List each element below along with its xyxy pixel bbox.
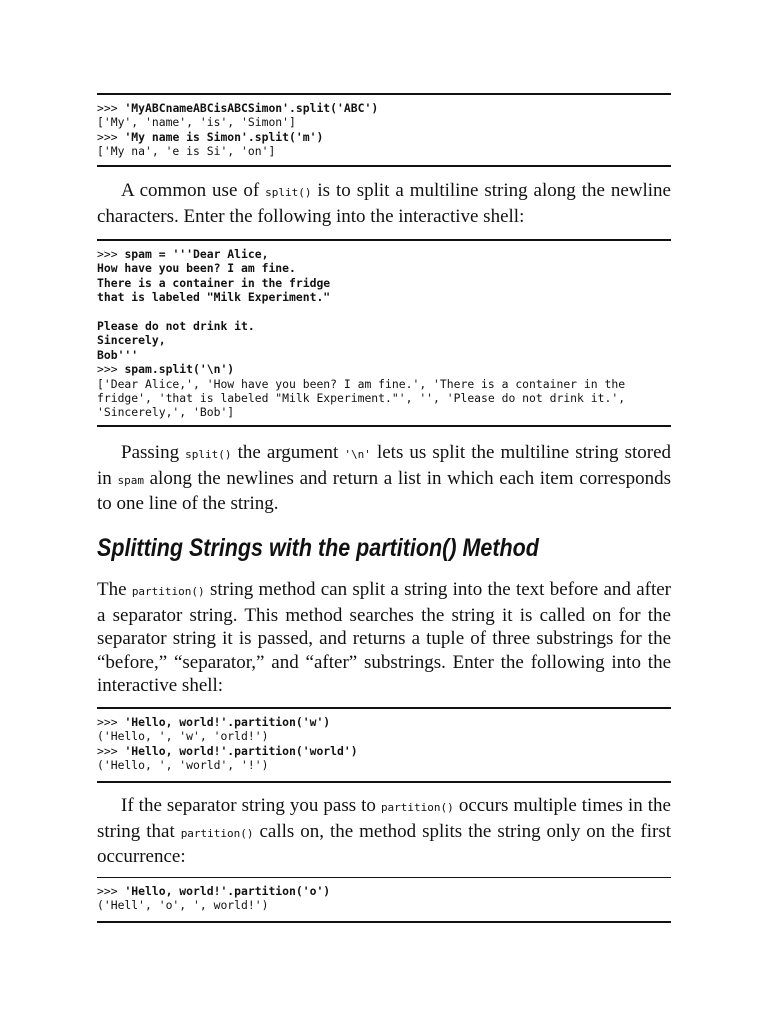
paragraph-passing-split: Passing split() the argument '\n' lets us split the multiline string stored in spam along the newlines and return a list in which each item corresponds to one line of the string. xyxy=(97,442,672,514)
shell-input: How have you been? I am fine. xyxy=(97,261,296,276)
code-block-partition-world xyxy=(97,707,671,783)
shell-prompt: >>> xyxy=(97,743,125,758)
paragraph-partition-multiple: If the separator string you pass to partition() occurs multiple times in the string that partition() calls on, the method splits the string only on the first occurrence: xyxy=(97,795,672,867)
shell-prompt: >>> xyxy=(97,129,125,144)
shell-input: 'My name is Simon'.split('m') xyxy=(124,129,324,144)
code-line xyxy=(97,276,671,290)
code-block-split-abc xyxy=(97,93,671,167)
shell-prompt: >>> xyxy=(97,884,125,898)
shell-input: 'Hello, world!'.partition('o') xyxy=(124,884,331,898)
code-line xyxy=(97,319,671,333)
shell-output: fridge', 'that is labeled "Milk Experiment."', '', 'Please do not drink it.', xyxy=(97,390,626,405)
code-line xyxy=(97,884,671,898)
code-line xyxy=(97,130,671,144)
paragraph-partition-intro: The partition() string method can split a string into the text before and after a separator string. This method searches the string it is called on for the separator string it is passed, and returns a tuple of three substrings for the “before,” “separator,” and “after” substrings. Enter the following into the interactive shell: xyxy=(97,579,671,696)
code-line xyxy=(97,144,671,158)
shell-output: ('Hello, ', 'world', '!') xyxy=(97,758,269,773)
section-heading: Splitting Strings with the partition() Method xyxy=(97,534,539,562)
shell-prompt: >>> xyxy=(97,247,125,261)
shell-output: ('Hello, ', 'w', 'orld!') xyxy=(97,729,269,744)
inline-code: split() xyxy=(185,448,232,461)
code-line xyxy=(97,758,671,772)
code-block-partition-o xyxy=(97,877,671,923)
code-line xyxy=(97,333,671,347)
shell-input: spam = '''Dear Alice, xyxy=(124,247,269,261)
code-line xyxy=(97,391,671,405)
code-line xyxy=(97,290,671,304)
shell-prompt: >>> xyxy=(97,715,125,729)
code-line xyxy=(97,305,671,319)
shell-output: 'Sincerely,', 'Bob'] xyxy=(97,405,235,420)
shell-prompt: >>> xyxy=(97,362,125,377)
shell-output: ['My na', 'e is Si', 'on'] xyxy=(97,144,276,159)
shell-output: ['Dear Alice,', 'How have you been? I am fine.', 'There is a container in the xyxy=(97,376,626,391)
shell-input: Sincerely, xyxy=(97,333,166,348)
shell-prompt: >>> xyxy=(97,101,125,115)
code-line xyxy=(97,744,671,758)
code-line xyxy=(97,729,671,743)
shell-output: ['My', 'name', 'is', 'Simon'] xyxy=(97,115,296,130)
shell-input: There is a container in the fridge xyxy=(97,275,331,290)
code-line xyxy=(97,247,671,261)
code-line xyxy=(97,261,671,275)
paragraph-split-multiline: A common use of split() is to split a multiline string along the newline characters. Enter the following into the interactive shell: xyxy=(97,180,671,227)
code-line xyxy=(97,115,671,129)
inline-code: spam xyxy=(117,473,144,487)
code-line xyxy=(97,377,671,391)
code-line xyxy=(97,101,671,115)
shell-input: 'Hello, world!'.partition('world') xyxy=(124,743,358,758)
inline-code: partition() xyxy=(131,585,205,598)
shell-input: that is labeled "Milk Experiment." xyxy=(97,290,331,305)
code-block-spam-split xyxy=(97,239,671,427)
code-line xyxy=(97,348,671,362)
code-line xyxy=(97,362,671,376)
inline-code: '\n' xyxy=(344,448,371,461)
code-line xyxy=(97,898,671,912)
shell-output: ('Hell', 'o', ', world!') xyxy=(97,898,269,913)
code-line xyxy=(97,405,671,419)
shell-input: 'Hello, world!'.partition('w') xyxy=(124,715,331,729)
inline-code: partition() xyxy=(380,801,454,814)
inline-code: split() xyxy=(265,186,312,199)
inline-code: partition() xyxy=(180,826,254,840)
shell-input: Bob''' xyxy=(97,347,139,362)
shell-input: 'MyABCnameABCisABCSimon'.split('ABC') xyxy=(124,101,379,115)
shell-input: spam.split('\n') xyxy=(124,362,235,377)
shell-input: Please do not drink it. xyxy=(97,318,255,333)
code-line xyxy=(97,715,671,729)
